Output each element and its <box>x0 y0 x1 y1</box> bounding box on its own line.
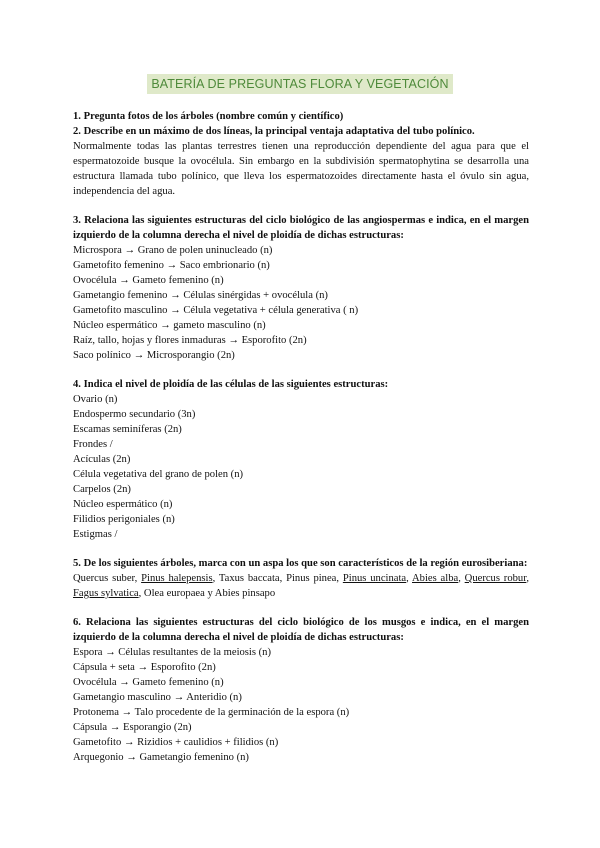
q5-text: , <box>406 573 413 584</box>
question-2-answer: Normalmente todas las plantas terrestres tienen una reproducción dependiente del agua para que el espermatozoide busque la ovocélula. Sin embargo en la subdivisión spermatophytina se desarrolla una estructura llamada tubo polínico, que lleva los espermatozoides directamente hasta el óvulo sin agua, independencia del agua. <box>73 141 529 197</box>
q6-item: Gametangio masculino → Anteridio (n) <box>73 692 242 703</box>
q5-text: , Taxus baccata, Pinus pinea, <box>212 573 343 584</box>
q3-item: Raíz, tallo, hojas y flores inmaduras → Esporofito (2n) <box>73 335 307 346</box>
question-5: 5. De los siguientes árboles, marca con un aspa los que son característicos de la región eurosiberiana: <box>73 558 528 569</box>
q4-item: Célula vegetativa del grano de polen (n) <box>73 469 244 480</box>
question-1: 1. Pregunta fotos de los árboles (nombre común y científico) <box>73 111 344 122</box>
q3-item: Núcleo espermático → gameto masculino (n) <box>73 320 266 331</box>
q5-underlined: Fagus sylvatica <box>73 588 139 599</box>
q5-underlined: Abies alba <box>412 573 459 584</box>
question-5-answer <box>73 571 529 601</box>
question-3: 3. Relaciona las siguientes estructuras del ciclo biológico de las angiospermas e indica, en el margen izquierdo de la columna derecha el nivel de ploidía de dichas estructuras: <box>73 215 529 241</box>
question-6: 6. Relaciona las siguientes estructuras del ciclo biológico de los musgos e indica, en el margen izquierdo de la columna derecha el nivel de ploidía de dichas estructuras: <box>73 617 529 643</box>
q4-item: Escamas seminíferas (2n) <box>73 424 182 435</box>
q5-text: , <box>526 573 529 584</box>
q6-item: Arquegonio → Gametangio femenino (n) <box>73 752 249 763</box>
q5-underlined: Pinus uncinata <box>342 573 407 584</box>
q5-underlined: Pinus halepensis <box>141 573 213 584</box>
q5-underlined: Quercus robur <box>464 573 527 584</box>
q4-item: Ovario (n) <box>73 394 118 405</box>
title-wrap <box>0 74 600 94</box>
q4-item: Endospermo secundario (3n) <box>73 409 196 420</box>
page-title: BATERÍA DE PREGUNTAS FLORA Y VEGETACIÓN <box>147 74 452 94</box>
q6-item: Cápsula + seta → Esporofito (2n) <box>73 662 216 673</box>
q4-item: Estigmas / <box>73 529 118 540</box>
q4-item: Acículas (2n) <box>73 454 131 465</box>
question-4: 4. Indica el nivel de ploidía de las células de las siguientes estructuras: <box>73 379 389 390</box>
q4-item: Filidios perigoniales (n) <box>73 514 175 525</box>
q4-item: Carpelos (2n) <box>73 484 131 495</box>
q3-item: Gametangio femenino → Células sinérgidas + ovocélula (n) <box>73 290 328 301</box>
q4-item: Núcleo espermático (n) <box>73 499 173 510</box>
document-body <box>73 109 529 765</box>
q3-item: Microspora → Grano de polen uninucleado (n) <box>73 245 273 256</box>
q5-text: , <box>458 573 465 584</box>
q6-item: Ovocélula → Gameto femenino (n) <box>73 677 224 688</box>
q5-text: Quercus suber, <box>73 573 142 584</box>
q4-item: Frondes / <box>73 439 113 450</box>
q3-item: Ovocélula → Gameto femenino (n) <box>73 275 224 286</box>
question-2: 2. Describe en un máximo de dos líneas, la principal ventaja adaptativa del tubo polínico. <box>73 126 475 137</box>
q3-item: Saco polínico → Microsporangio (2n) <box>73 350 235 361</box>
q5-text: , Olea europaea y Abies pinsapo <box>138 588 276 599</box>
q6-item: Protonema → Talo procedente de la germinación de la espora (n) <box>73 707 350 718</box>
q3-item: Gametofito masculino → Célula vegetativa + célula generativa ( n) <box>73 305 359 316</box>
q3-item: Gametofito femenino → Saco embrionario (n) <box>73 260 270 271</box>
q6-item: Espora → Células resultantes de la meiosis (n) <box>73 647 271 658</box>
q6-item: Cápsula → Esporangio (2n) <box>73 722 192 733</box>
q6-item: Gametofito → Rizidios + caulidios + filidios (n) <box>73 737 279 748</box>
